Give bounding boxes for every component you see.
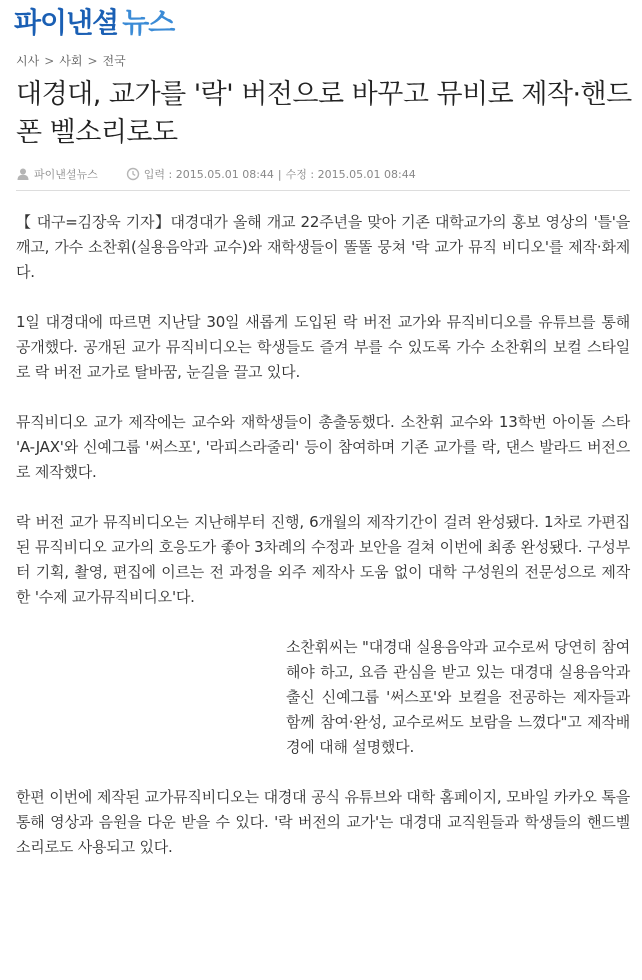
- article-paragraph: 한편 이번에 제작된 교가뮤직비디오는 대경대 공식 유튜브와 대학 홈페이지, 모바일 카카오 톡을 통해 영상과 음원을 다운 받을 수 있다. '락 버전의 교가'는 대경대 교직원들과 학생들의 핸드벨소리로도 사용되고 있다.: [16, 788, 630, 856]
- site-header: [0, 0, 642, 44]
- logo-main-text: 파이낸셜: [14, 6, 119, 39]
- breadcrumb-item-society[interactable]: 사회: [59, 54, 83, 68]
- chevron-right-icon: >: [44, 53, 55, 68]
- article-paragraph: 1일 대경대에 따르면 지난달 30일 새롭게 도입된 락 버전 교가와 뮤직비디오를 유튜브를 통해 공개했다. 공개된 교가 뮤직비디오는 학생들도 즐겨 부를 수 있도록 가수 소찬휘의 보컬 스타일로 락 버전 교가로 탈바꿈, 눈길을 끌고 있다.: [16, 313, 630, 381]
- modified-date: 수정 : 2015.05.01 08:44: [285, 168, 416, 181]
- user-icon: [16, 167, 30, 181]
- date-separator: |: [277, 167, 282, 181]
- article-paragraph: 뮤직비디오 교가 제작에는 교수와 재학생들이 총출동했다. 소찬휘 교수와 13학번 아이돌 스타 'A-JAX'와 신예그룹 '써스포', '라피스라줄리' 등이 참여하며 기존 교가를 락, 댄스 발라드 버전으로 제작했다.: [16, 413, 630, 481]
- breadcrumb-item-politics[interactable]: 시사: [16, 54, 40, 68]
- clock-icon: [126, 167, 140, 181]
- article-body: [16, 210, 630, 885]
- article-paragraph: 락 버전 교가 뮤직비디오는 지난해부터 진행, 6개월의 제작기간이 걸려 완성됐다. 1차로 가편집된 뮤직비디오 교가의 호응도가 좋아 3차례의 수정과 보안을 걸쳐 이번에 최종 완성됐다. 구성부터 기획, 촬영, 편집에 이르는 전 과정을 외주 제작사 도움 없이 대학 구성원의 전문성으로 제작한 '수제 교가뮤직비디오'다.: [16, 513, 630, 606]
- article-title: 대경대, 교가를 '락' 버전으로 바꾸고 뮤비로 제작·핸드폰 벨소리로도: [16, 79, 632, 148]
- published-date: 입력 : 2015.05.01 08:44: [143, 168, 274, 181]
- site-logo[interactable]: [14, 8, 174, 38]
- breadcrumb: [16, 52, 126, 69]
- breadcrumb-item-national[interactable]: 전국: [102, 54, 126, 68]
- article-paragraph: 【 대구=김장욱 기자】대경대가 올해 개교 22주년을 맞아 기존 대학교가의 홍보 영상의 '틀'을 깨고, 가수 소찬휘(실용음악과 교수)와 재학생들이 똘똘 뭉쳐 '락 교가 뮤직 비디오'를 제작·화제다.: [16, 213, 630, 281]
- logo-sub-text: 뉴스: [122, 6, 175, 39]
- article-meta: [16, 165, 630, 183]
- chevron-right-icon: >: [87, 53, 98, 68]
- article-dates: [126, 166, 416, 182]
- byline: [16, 166, 98, 182]
- article-paragraph: 소찬휘씨는 "대경대 실용음악과 교수로써 당연히 참여해야 하고, 요즘 관심을 받고 있는 대경대 실용음악과 출신 신예그룹 '써스포'와 보컬을 전공하는 제자들과 함께 참여·완성, 교수로써도 보람을 느꼈다"고 제작배경에 대해 설명했다.: [286, 638, 630, 756]
- author-name: 파이낸셜뉴스: [34, 168, 98, 181]
- divider: [16, 190, 630, 191]
